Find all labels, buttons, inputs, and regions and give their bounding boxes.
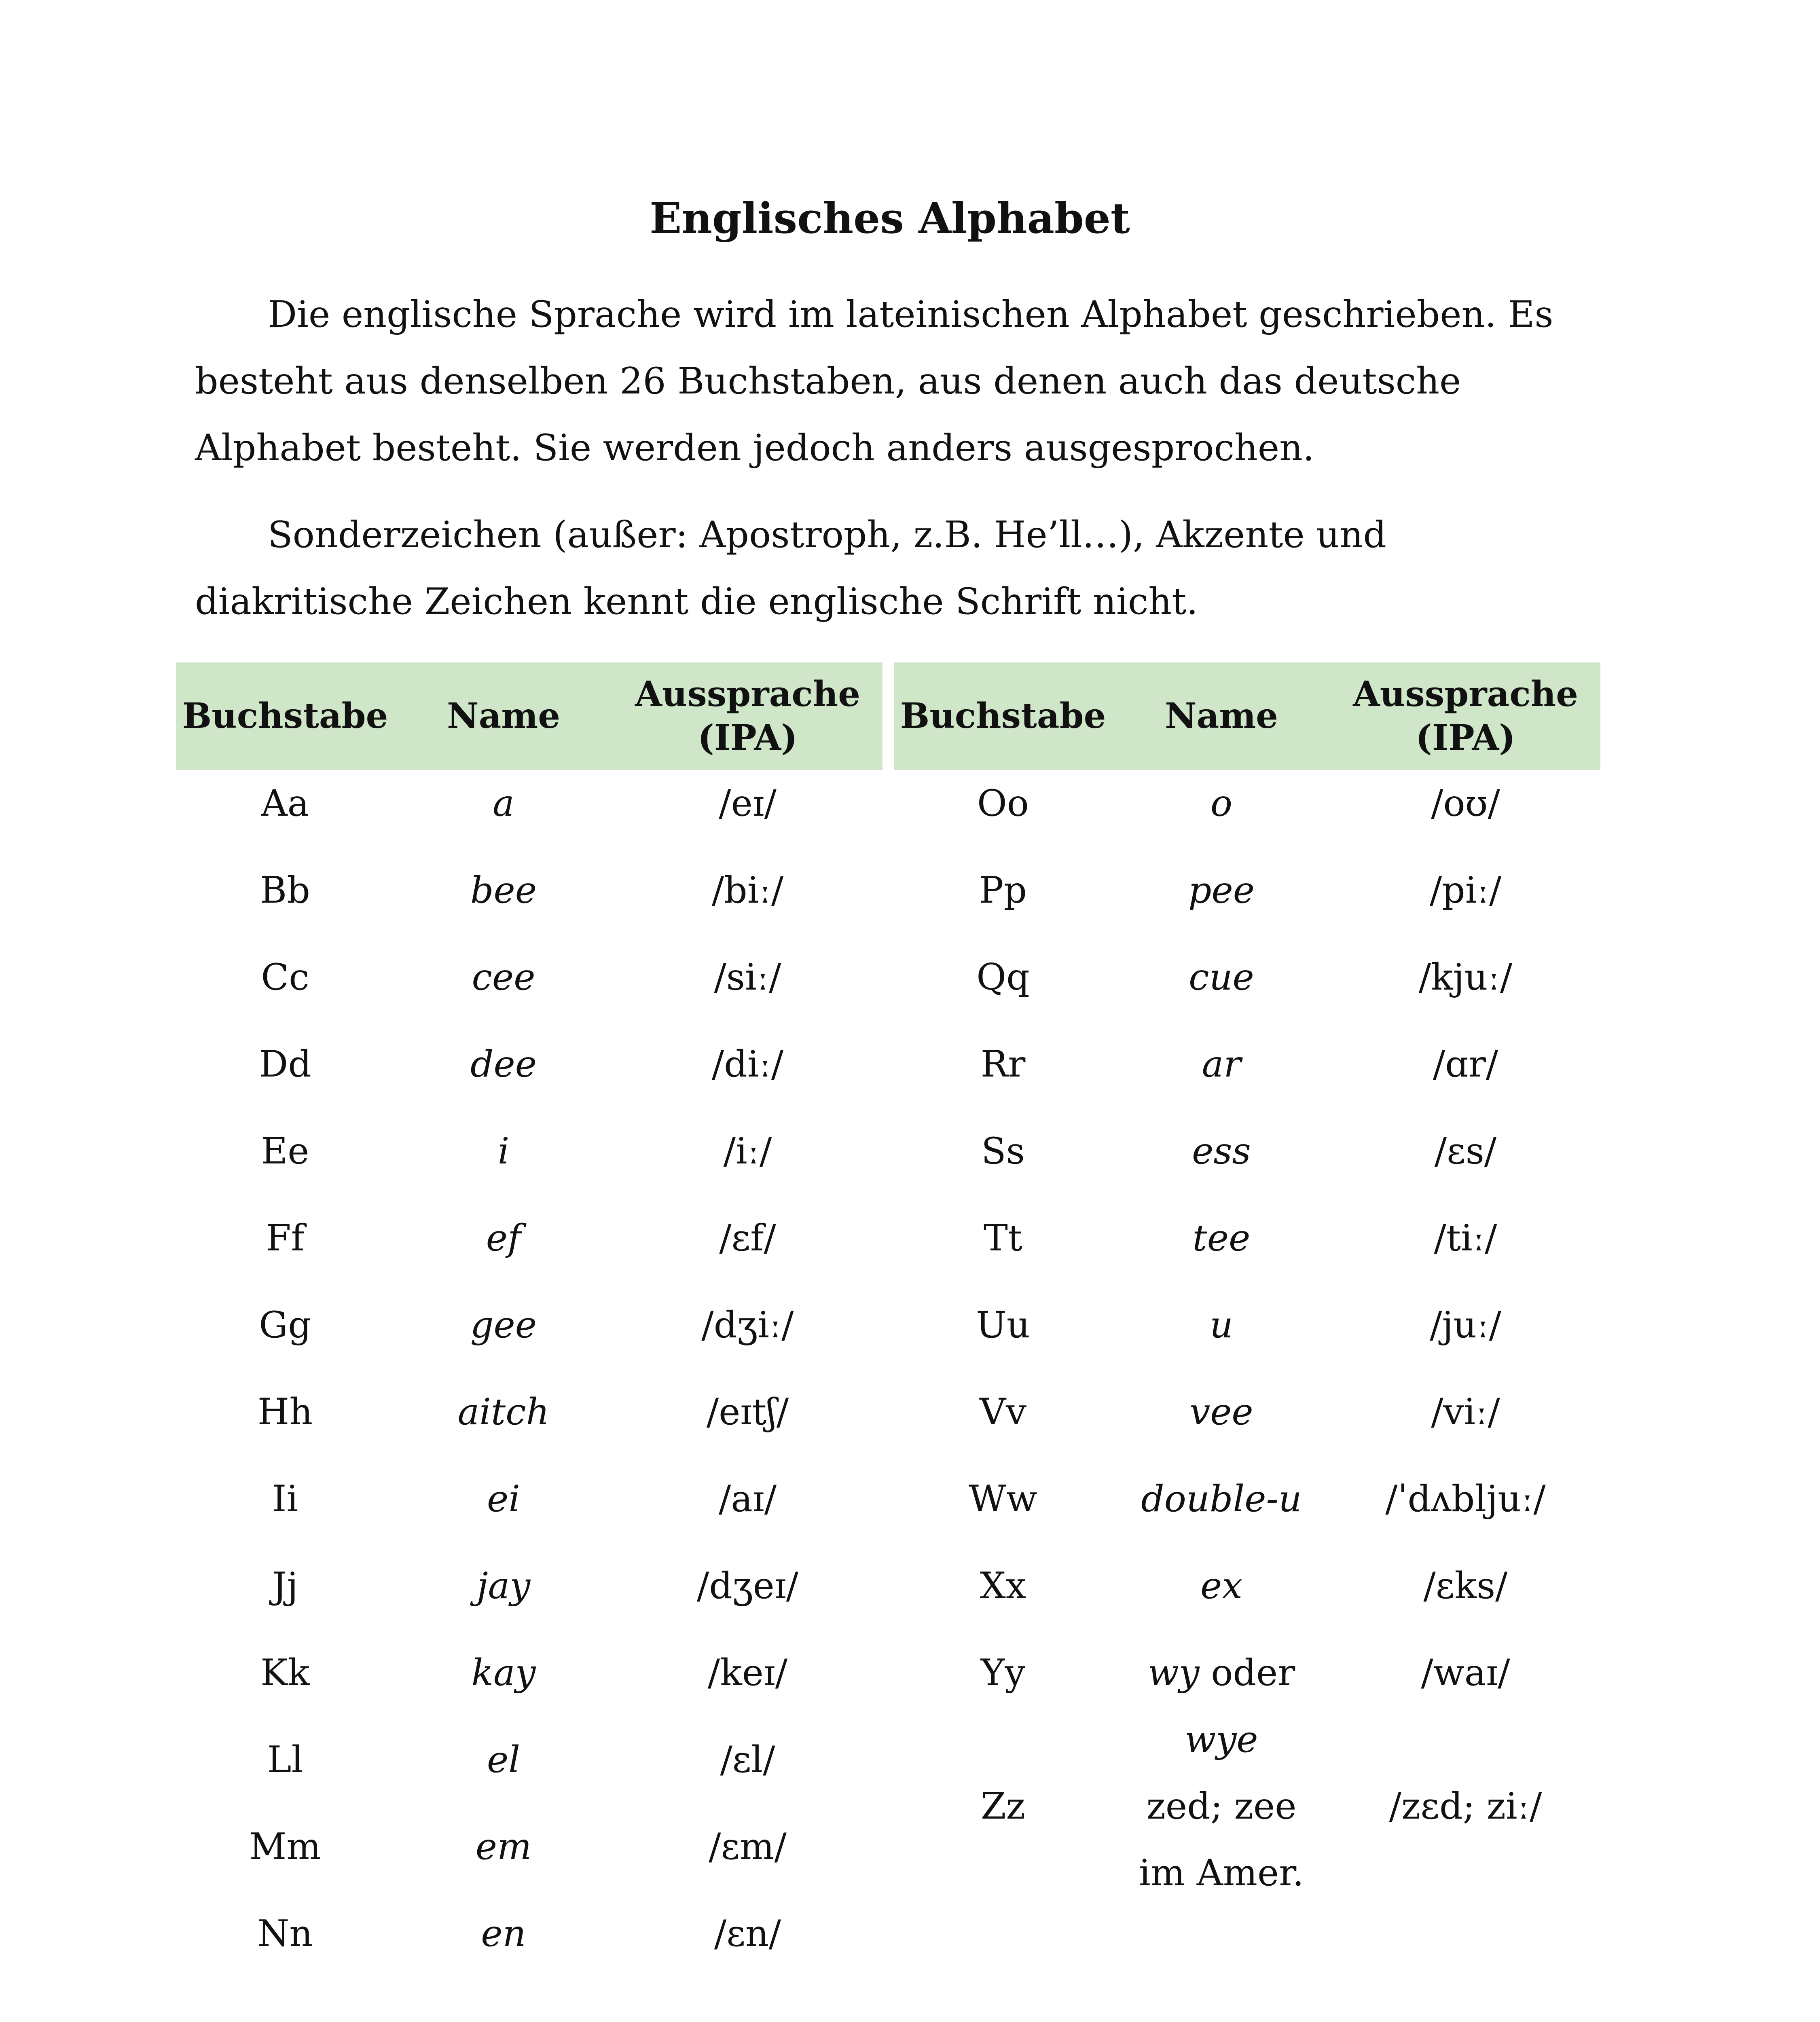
name-cell: em [475, 1825, 532, 1868]
name-cell: ei [487, 1478, 521, 1520]
header-name: Name [394, 662, 613, 770]
table-row [894, 1639, 1600, 1773]
name-cell: ar [1202, 1043, 1241, 1085]
ipa-cell: /piː/ [1429, 869, 1502, 912]
table-row [176, 857, 882, 944]
name-italic-1: wy [1147, 1652, 1200, 1694]
letter-cell: Cc [261, 956, 309, 998]
table-row [894, 1773, 1600, 1906]
name-cell: pee [1188, 869, 1255, 912]
table-header-row [176, 662, 882, 770]
table-row [176, 1900, 882, 1987]
letter-cell: Vv [980, 1391, 1026, 1433]
ipa-cell: /ɛl/ [720, 1739, 775, 1781]
page-title: Englisches Alphabet [650, 193, 1130, 243]
name-line-2: im Amer. [1139, 1852, 1304, 1894]
letter-cell: Ww [969, 1478, 1037, 1520]
table-row [894, 1205, 1600, 1292]
paragraph-1: Die englische Sprache wird im lateinischen Alphabet geschrieben. Es besteht aus denselben 26 Buchstaben, aus denen auch das deutsche Alphabet besteht. Sie werden jedoch anders ausgesprochen. [195, 293, 1553, 469]
letter-cell: Dd [259, 1043, 311, 1085]
letter-cell: Ss [981, 1130, 1025, 1172]
name-cell [1112, 1639, 1331, 1773]
ipa-cell: /ˈdʌbljuː/ [1385, 1478, 1546, 1520]
letter-cell: Yy [980, 1652, 1026, 1694]
ipa-cell: /ɛm/ [709, 1825, 787, 1868]
ipa-cell: /juː/ [1430, 1304, 1501, 1346]
ipa-cell: /kjuː/ [1418, 956, 1513, 998]
header-ipa [613, 662, 882, 770]
letter-cell: Aa [261, 782, 309, 825]
table-row [176, 1379, 882, 1466]
name-cell: gee [470, 1304, 537, 1346]
ipa-cell: /oʊ/ [1431, 782, 1500, 825]
header-name: Name [1112, 662, 1331, 770]
letter-cell: Rr [980, 1043, 1026, 1085]
header-ipa-line2: (IPA) [698, 717, 798, 758]
name-line-1: zed; zee [1146, 1785, 1297, 1827]
name-cell: en [481, 1912, 526, 1955]
name-cell: jay [476, 1565, 531, 1607]
name-cell: cue [1189, 956, 1254, 998]
name-cell: ef [486, 1217, 521, 1259]
table-row [894, 1118, 1600, 1205]
ipa-cell: /aɪ/ [718, 1478, 777, 1520]
ipa-cell: /tiː/ [1434, 1217, 1497, 1259]
letter-cell: Mm [249, 1825, 321, 1868]
name-cell: a [493, 782, 514, 825]
letter-cell: Hh [257, 1391, 313, 1433]
letter-cell: Zz [981, 1785, 1025, 1827]
table-row [176, 1552, 882, 1639]
ipa-cell: /siː/ [714, 956, 781, 998]
table-row [894, 857, 1600, 944]
table-row [176, 1205, 882, 1292]
name-cell: o [1210, 782, 1233, 825]
letter-cell: Qq [976, 956, 1030, 998]
table-row [176, 1292, 882, 1379]
letter-cell: Ee [261, 1130, 309, 1172]
letter-cell: Nn [257, 1912, 313, 1955]
table-row [894, 770, 1600, 857]
alphabet-table-right [894, 662, 1600, 1906]
name-cell: bee [470, 869, 537, 912]
ipa-cell: /eɪtʃ/ [706, 1391, 789, 1433]
letter-cell: Ll [267, 1739, 303, 1781]
letter-cell: Xx [980, 1565, 1026, 1607]
ipa-cell: /ɛks/ [1423, 1565, 1508, 1607]
name-cell: el [487, 1739, 521, 1781]
table-row [176, 770, 882, 857]
table-row [894, 1552, 1600, 1639]
name-cell: i [497, 1130, 510, 1172]
header-ipa-line1: Aussprache [1353, 674, 1578, 715]
ipa-cell: /ɛn/ [714, 1912, 781, 1955]
ipa-cell: /ɑr/ [1433, 1043, 1498, 1085]
name-cell: tee [1192, 1217, 1251, 1259]
table-row [176, 944, 882, 1031]
table-row [894, 1031, 1600, 1118]
name-cell: ex [1200, 1565, 1243, 1607]
ipa-cell: /iː/ [723, 1130, 772, 1172]
letter-cell: Ff [266, 1217, 305, 1259]
table-row [176, 1813, 882, 1900]
ipa-cell: /diː/ [711, 1043, 784, 1085]
name-cell: cee [472, 956, 535, 998]
letter-cell: Gg [259, 1304, 311, 1346]
ipa-cell: /dʒiː/ [701, 1304, 794, 1346]
ipa-cell: /keɪ/ [707, 1652, 788, 1694]
paragraph-2: Sonderzeichen (außer: Apostroph, z.B. He’ll…), Akzente und diakritische Zeichen kennt die englische Schrift nicht. [195, 514, 1386, 623]
ipa-cell: /zɛd; ziː/ [1389, 1785, 1542, 1827]
table-row [176, 1639, 882, 1726]
table-row [176, 1031, 882, 1118]
table-header-row [894, 662, 1600, 770]
name-plain: oder [1199, 1652, 1295, 1694]
name-cell: u [1210, 1304, 1233, 1346]
letter-cell: Uu [976, 1304, 1030, 1346]
header-ipa [1331, 662, 1600, 770]
ipa-cell: /waɪ/ [1421, 1652, 1510, 1694]
table-row [894, 1379, 1600, 1466]
table-row [176, 1466, 882, 1552]
table-row [894, 1292, 1600, 1379]
ipa-cell: /eɪ/ [719, 782, 777, 825]
table-row [894, 944, 1600, 1031]
letter-cell: Tt [983, 1217, 1023, 1259]
letter-cell: Oo [977, 782, 1029, 825]
ipa-cell: /ɛs/ [1434, 1130, 1497, 1172]
letter-cell: Kk [260, 1652, 310, 1694]
name-italic-2: wye [1185, 1718, 1258, 1761]
letter-cell: Jj [272, 1565, 298, 1607]
table-row [894, 1466, 1600, 1552]
header-ipa-line1: Aussprache [635, 674, 860, 715]
name-cell: double-u [1141, 1478, 1302, 1520]
ipa-cell: /dʒeɪ/ [696, 1565, 799, 1607]
ipa-cell: /viː/ [1431, 1391, 1500, 1433]
name-cell: ess [1192, 1130, 1251, 1172]
header-letter: Buchstabe [176, 662, 394, 770]
table-row [176, 1118, 882, 1205]
alphabet-table-left [176, 662, 882, 1987]
letter-cell: Pp [979, 869, 1027, 912]
name-cell: dee [470, 1043, 537, 1085]
ipa-cell: /ɛf/ [719, 1217, 776, 1259]
letter-cell: Ii [272, 1478, 298, 1520]
header-letter: Buchstabe [894, 662, 1112, 770]
header-ipa-line2: (IPA) [1416, 717, 1515, 758]
letter-cell: Bb [260, 869, 310, 912]
name-cell: kay [471, 1652, 536, 1694]
name-cell: vee [1189, 1391, 1253, 1433]
ipa-cell: /biː/ [711, 869, 784, 912]
name-cell: aitch [457, 1391, 550, 1433]
table-row [176, 1726, 882, 1813]
name-cell [1112, 1773, 1331, 1906]
